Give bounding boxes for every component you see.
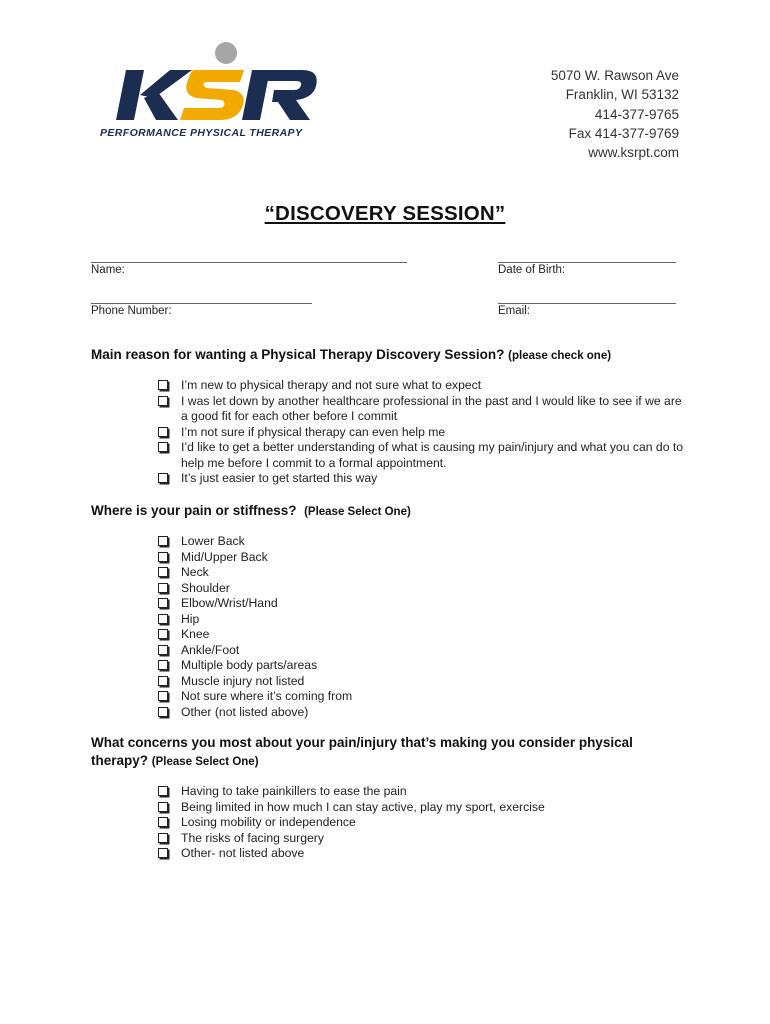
list-item[interactable]: Other- not listed above <box>158 846 688 862</box>
list-item[interactable]: It’s just easier to get started this way <box>158 471 688 487</box>
list-item[interactable]: I’d like to get a better understanding of what is causing my pain/injury and what you can do to help me before I commit to a formal appointment. <box>158 440 688 471</box>
address-street: 5070 W. Rawson Ave <box>550 68 679 83</box>
clinic-address <box>551 66 679 162</box>
checkbox[interactable] <box>158 817 168 827</box>
ksr-logo <box>96 40 324 140</box>
question-main-reason <box>91 346 691 365</box>
checkbox[interactable] <box>158 802 168 812</box>
question-concerns <box>91 734 661 771</box>
question-note: (Please Select One) <box>304 506 411 518</box>
checkbox[interactable] <box>158 676 168 686</box>
options-concerns <box>158 784 688 862</box>
options-pain-location <box>158 534 688 720</box>
checkbox[interactable] <box>158 473 168 483</box>
list-item[interactable]: Elbow/Wrist/Hand <box>158 596 688 612</box>
phone-field[interactable] <box>91 291 312 317</box>
list-item[interactable]: I’m new to physical therapy and not sure what to expect <box>158 378 688 394</box>
checkbox[interactable] <box>158 583 168 593</box>
checkbox[interactable] <box>158 552 168 562</box>
phone-line[interactable] <box>91 291 312 304</box>
list-item[interactable]: I’m not sure if physical therapy can even help me <box>158 425 688 441</box>
checkbox[interactable] <box>158 645 168 655</box>
checkbox[interactable] <box>158 833 168 843</box>
checkbox[interactable] <box>158 598 168 608</box>
email-field[interactable] <box>498 291 676 317</box>
question-text: Main reason for wanting a Physical Therapy Discovery Session? <box>91 347 505 362</box>
dob-label: Date of Birth: <box>498 264 566 276</box>
checkbox[interactable] <box>158 660 168 670</box>
checkbox[interactable] <box>158 707 168 717</box>
email-line[interactable] <box>498 291 676 304</box>
list-item[interactable]: Being limited in how much I can stay active, play my sport, exercise <box>158 800 688 816</box>
list-item[interactable]: Shoulder <box>158 581 688 597</box>
list-item[interactable]: Muscle injury not listed <box>158 674 688 690</box>
list-item[interactable]: Lower Back <box>158 534 688 550</box>
checkbox[interactable] <box>158 567 168 577</box>
list-item[interactable]: Ankle/Foot <box>158 643 688 659</box>
checkbox[interactable] <box>158 691 168 701</box>
list-item[interactable]: Knee <box>158 627 688 643</box>
name-line[interactable] <box>91 250 407 263</box>
list-item[interactable]: Neck <box>158 565 688 581</box>
list-item[interactable]: The risks of facing surgery <box>158 831 688 847</box>
question-text: Where is your pain or stiffness? <box>91 503 297 518</box>
list-item[interactable]: Not sure where it’s coming from <box>158 689 688 705</box>
address-city: Franklin, WI 53132 <box>565 87 679 103</box>
address-fax: Fax 414-377-9769 <box>568 125 679 141</box>
dob-line[interactable] <box>498 250 676 263</box>
checkbox[interactable] <box>158 427 168 437</box>
list-item[interactable]: Hip <box>158 612 688 628</box>
question-note: (Please Select One) <box>151 756 259 768</box>
checkbox[interactable] <box>158 380 168 390</box>
checkbox[interactable] <box>158 614 168 624</box>
address-phone: 414-377-9765 <box>594 106 679 122</box>
question-note: (please check one) <box>508 350 612 362</box>
email-label: Email: <box>498 305 530 317</box>
question-pain-location <box>91 502 691 521</box>
address-website[interactable]: www.ksrpt.com <box>588 145 679 161</box>
checkbox[interactable] <box>158 536 168 546</box>
checkbox[interactable] <box>158 629 168 639</box>
list-item[interactable]: Multiple body parts/areas <box>158 658 688 674</box>
checkbox[interactable] <box>158 396 168 406</box>
name-field[interactable] <box>91 250 407 276</box>
list-item[interactable]: Losing mobility or independence <box>158 815 688 831</box>
list-item[interactable]: Other (not listed above) <box>158 705 688 721</box>
phone-label: Phone Number: <box>91 305 172 317</box>
checkbox[interactable] <box>158 442 168 452</box>
list-item[interactable]: Having to take painkillers to ease the pain <box>158 784 688 800</box>
logo-tagline: PERFORMANCE PHYSICAL THERAPY <box>100 127 303 139</box>
options-main-reason <box>158 378 688 487</box>
document-title: “DISCOVERY SESSION” <box>264 202 506 225</box>
list-item[interactable]: Mid/Upper Back <box>158 550 688 566</box>
list-item[interactable]: I was let down by another healthcare professional in the past and I would like to see if we are a good fit for each other before I commit <box>158 394 688 425</box>
name-label: Name: <box>91 264 125 276</box>
checkbox[interactable] <box>158 848 168 858</box>
checkbox[interactable] <box>158 786 168 796</box>
question-text: What concerns you most about your pain/injury that’s making you consider physical therapy? <box>91 735 633 768</box>
dob-field[interactable] <box>498 250 676 276</box>
ksr-logo-graphic <box>96 40 324 128</box>
